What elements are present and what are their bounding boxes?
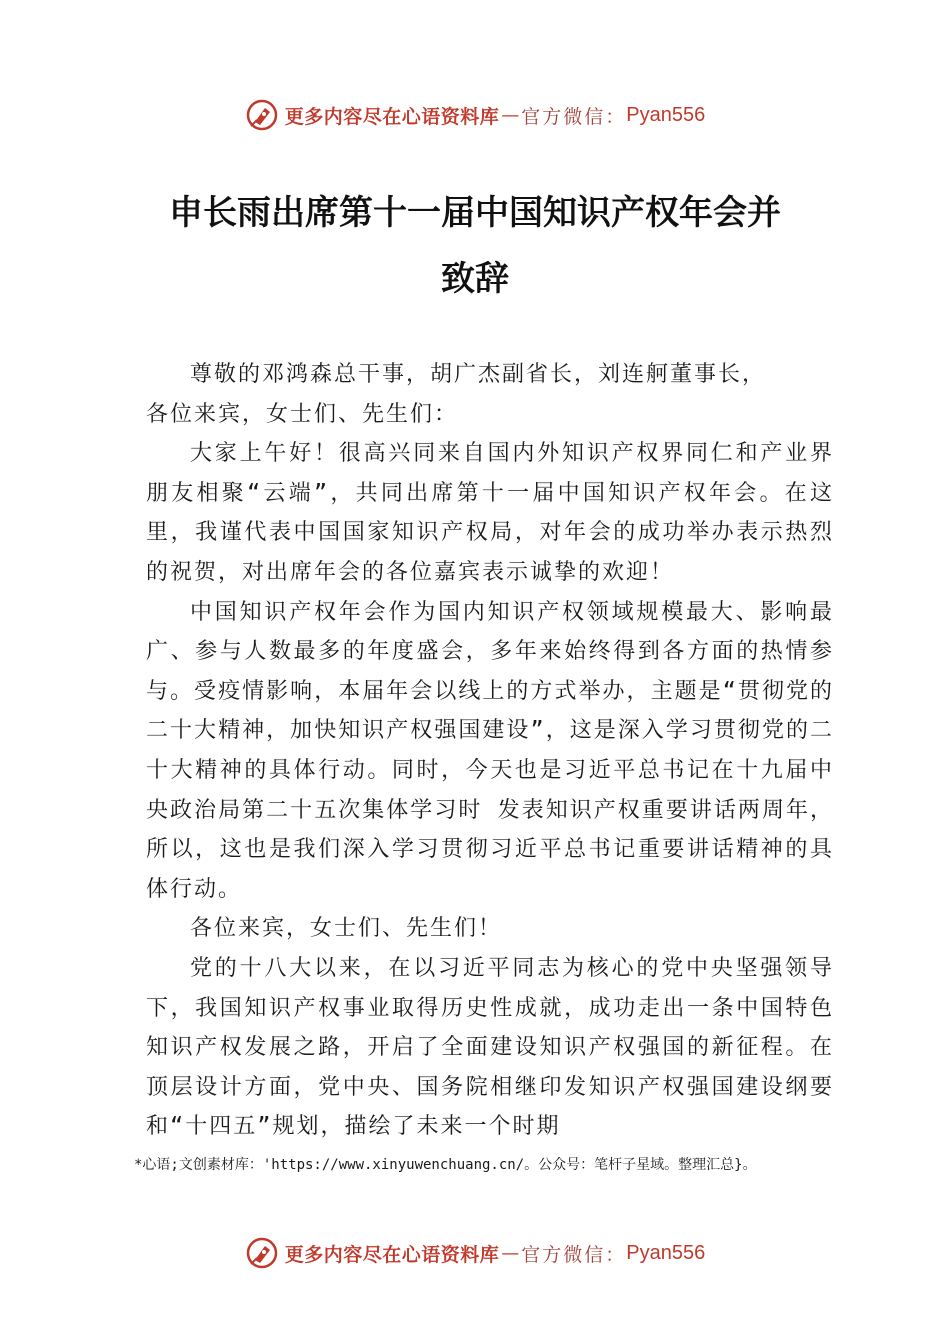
pen-nib-logo-icon	[245, 1236, 279, 1270]
salutation-line-1: 尊敬的邓鸿森总干事，胡广杰副省长，刘连舸董事长，	[190, 362, 767, 387]
banner-dash: —	[501, 104, 520, 126]
pen-nib-logo-icon	[245, 98, 279, 132]
footer-banner	[0, 1233, 950, 1273]
wechat-id: Pyan556	[626, 1241, 706, 1264]
paragraph: 中国知识产权年会作为国内知识产权领域规模最大、影响最广、参与人数最多的年度盛会，多年来始终得到各方面的热情参与。受疫情影响，本届年会以线上的方式举办，主题是“贯彻党的二十大精神，加快知识产权强国建设”，这是深入学习贯彻党的二十大精神的具体行动。同时，今天也是习近平总书记在十九届中央政治局第二十五次集体学习时 发表知识产权重要讲话两周年，所以，这也是我们深入学习贯彻习近平总书记重要讲话精神的具体行动。	[146, 599, 834, 902]
title-line-2: 致辞	[441, 259, 509, 299]
salutation-line-2: 各位来宾，女士们、先生们：	[146, 401, 459, 427]
title-line-1: 申长雨出席第十一届中国知识产权年会并	[169, 193, 781, 233]
paragraph: 各位来宾，女士们、先生们！	[190, 916, 503, 942]
brand-text: 更多内容尽在心语资料库	[284, 1243, 500, 1266]
wechat-id: Pyan556	[626, 103, 706, 126]
document-title	[130, 180, 820, 312]
brand-text: 更多内容尽在心语资料库	[284, 105, 500, 128]
wechat-label: 官方微信：	[521, 105, 627, 128]
paragraph: 大家上午好！很高兴同来自国内外知识产权界同仁和产业界朋友相聚“云端”，共同出席第十一届中国知识产权年会。在这里，我谨代表中国国家知识产权局，对年会的成功举办表示热烈的祝贺，对出席年会的各位嘉宾表示诚挚的欢迎！	[146, 441, 834, 585]
document-body	[146, 355, 834, 1147]
banner-dash: —	[501, 1242, 520, 1264]
footnote: *心语;文创素材库：'https://www.xinyuwenchuang.cn/。公众号：笔杆子星域。整理汇总}。	[134, 1157, 757, 1173]
wechat-label: 官方微信：	[521, 1243, 627, 1266]
header-banner	[0, 95, 950, 135]
paragraph: 党的十八大以来，在以习近平同志为核心的党中央坚强领导下，我国知识产权事业取得历史性成就，成功走出一条中国特色知识产权发展之路，开启了全面建设知识产权强国的新征程。在顶层设计方面，党中央、国务院相继印发知识产权强国建设纲要和“十四五”规划，描绘了未来一个时期	[146, 955, 834, 1140]
